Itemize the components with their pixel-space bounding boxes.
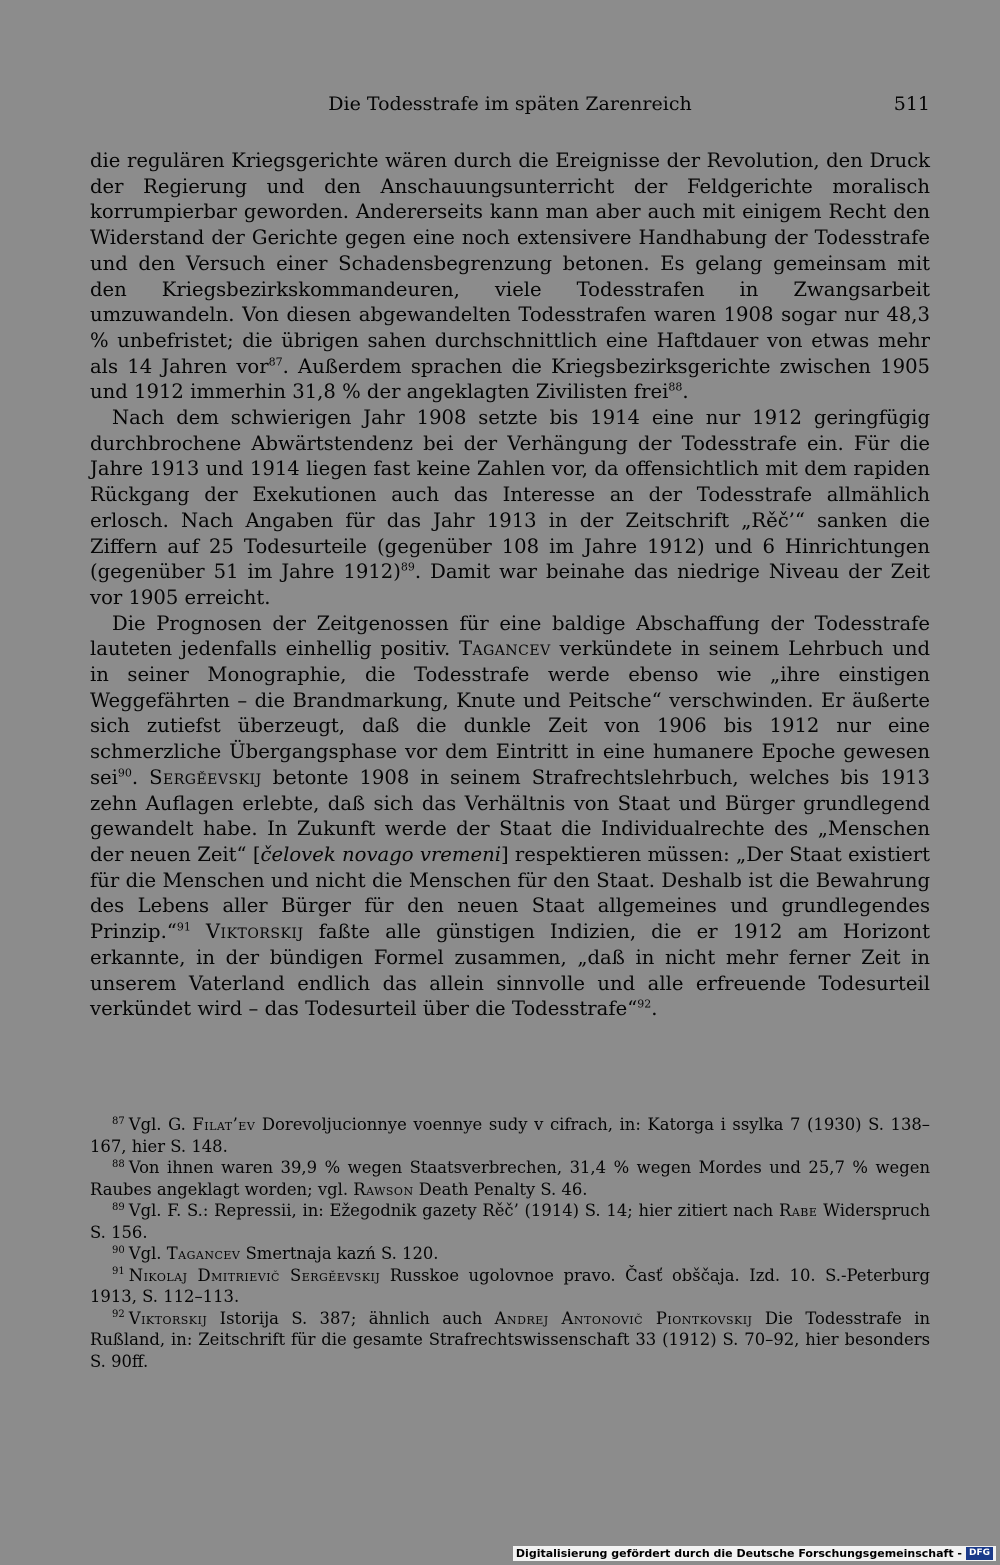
footnote <box>90 1243 930 1265</box>
footnote-reference: 90 <box>117 766 132 780</box>
text-run: ] respektieren müssen: „Der Staat existiert für die Menschen und nicht die Menschen für den Staat. Deshalb ist die Bewahrung des Lebens aller Bürger für den neuen Staat allgemeines und grundlegendes Prinzip.“ <box>90 842 931 944</box>
footnote-reference: 89 <box>400 560 415 574</box>
footnote <box>90 1265 930 1308</box>
text-run: . Damit war beinahe das niedrige Niveau der Zeit vor 1905 erreicht. <box>90 560 930 609</box>
author-name: Filat’ev <box>192 1115 256 1134</box>
text-run: Smertnaja kazń S. 120. <box>240 1244 439 1263</box>
funding-notice <box>513 1546 996 1561</box>
author-name: Rabe <box>778 1201 818 1220</box>
footnote <box>90 1200 930 1243</box>
text-run: . <box>682 380 689 404</box>
footnote-number: 88 <box>112 1158 125 1170</box>
text-run: . <box>131 765 150 789</box>
text-run: . Außerdem sprachen die Kriegsbezirksgerichte zwischen 1905 und 1912 immerhin 31,8 % der angeklagten Zivilisten frei <box>90 354 930 404</box>
dfg-logo: DFG <box>966 1547 993 1560</box>
author-name: Sergěevskij <box>149 765 262 789</box>
footnote-reference: 87 <box>268 355 283 369</box>
paragraph <box>90 148 930 405</box>
text-run: Vgl. G. <box>128 1115 193 1134</box>
footnote <box>90 1157 930 1200</box>
footnote-number: 92 <box>112 1309 125 1321</box>
text-run: Nach dem schwierigen Jahr 1908 setzte bis 1914 eine nur 1912 geringfügig durchbrochene Abwärtstendenz bei der Verhängung der Todesstrafe ein. Für die Jahre 1913 und 1914 liegen fast keine Zahlen vor, da offensichtlich mit dem rapiden Rückgang der Exekutionen auch das Interesse an der Todesstrafe allmählich erlosch. Nach Angaben für das Jahr 1913 in der Zeitschrift „Rěč’“ sanken die Ziffern auf 25 Todesurteile (gegenüber 108 im Jahre 1912) und 6 Hinrichtungen (gegenüber 51 im Jahre 1912) <box>90 406 930 584</box>
footnotes <box>90 1114 930 1372</box>
text-run: faßte alle günstigen Indizien, die er 1912 am Horizont erkannte, in der bündigen Formel zusammen, „daß in nicht mehr ferner Zeit in unserem Vaterland endlich das allein sinnvolle und alle erfreuende Todesurteil verkündet wird – das Todesurteil über die Todesstrafe“ <box>90 920 930 1021</box>
running-title: Die Todesstrafe im späten Zarenreich <box>328 93 692 115</box>
footnote-reference: 88 <box>668 380 683 394</box>
text-run: Istorija S. 387; ähnlich auch <box>207 1308 495 1328</box>
author-name: Andrej Antonovič Piontkovskij <box>494 1308 753 1328</box>
author-name: Viktorskij <box>205 920 304 944</box>
footnote-number: 90 <box>112 1244 125 1256</box>
footnote-number: 87 <box>112 1115 125 1127</box>
main-text <box>90 148 930 1022</box>
author-name: Viktorskij <box>128 1308 208 1328</box>
footnote-reference: 91 <box>176 920 191 934</box>
text-run: Von ihnen waren 39,9 % wegen Staatsverbrechen, 31,4 % wegen Mordes und 25,7 % wegen Raubes angeklagt worden; vgl. <box>90 1158 930 1199</box>
footnote <box>90 1308 930 1373</box>
author-name: Tagancev <box>458 637 551 661</box>
text-run: Die Todesstrafe in Rußland, in: Zeitschrift für die gesamte Strafrechtswissenschaft 33 (1912) S. 70–92, hier besonders S. 90ff. <box>90 1308 930 1371</box>
running-header <box>90 93 930 121</box>
author-name: Rawson <box>353 1179 414 1199</box>
text-run: Die Prognosen der Zeitgenossen für eine baldige Abschaffung der Todesstrafe lauteten jedenfalls einhellig positiv. <box>90 611 930 661</box>
text-run: betonte 1908 in seinem Strafrechtslehrbuch, welches bis 1913 zehn Auflagen erlebte, daß sich das Verhältnis von Staat und Bürger grundlegend gewandelt habe. In Zukunft werde der Staat die Individualrechte des „Menschen der neuen Zeit“ [ <box>90 765 930 866</box>
text-run: Dorevoljucionnye voennye sudy v cifrach, in: Katorga i ssylka 7 (1930) S. 138–167, hier S. 148. <box>90 1115 931 1156</box>
italic-term: čelovek novago vremeni <box>260 842 501 866</box>
footnote-reference: 92 <box>637 997 652 1011</box>
footnote-number: 91 <box>112 1266 125 1278</box>
text-run: . <box>651 997 658 1021</box>
footnote <box>90 1114 930 1157</box>
text-run: Russkoe ugolovnoe pravo. Časť obščaja. Izd. 10. S.-Peterburg 1913, S. 112–113. <box>90 1265 930 1306</box>
text-run: Death Penalty S. 46. <box>413 1179 588 1199</box>
author-name: Tagancev <box>166 1244 241 1263</box>
text-run: Widerspruch S. 156. <box>90 1201 930 1242</box>
text-run: Vgl. F. S.: Repressii, in: Ežegodnik gazety Rěč’ (1914) S. 14; hier zitiert nach <box>128 1201 779 1220</box>
paragraph <box>90 405 930 611</box>
text-run <box>191 920 206 943</box>
text-run: verkündete in seinem Lehrbuch und in seiner Monographie, die Todesstrafe werde ebenso wie „ihre einstigen Weggefährten – die Brandmarkung, Knute und Peitsche“ verschwinden. Er äußerte sich zutiefst überzeugt, daß die dunkle Zeit von 1906 bis 1912 nur eine schmerzliche Übergangsphase vor dem Eintritt in eine humanere Epoche gewesen sei <box>90 637 930 789</box>
footnote-number: 89 <box>112 1201 125 1213</box>
paragraph <box>90 611 930 1022</box>
author-name: Nikolaj Dmitrievič Sergěevskij <box>128 1265 381 1285</box>
funding-notice-text: Digitalisierung gefördert durch die Deutsche Forschungsgemeinschaft - <box>515 1547 962 1560</box>
text-run: Vgl. <box>128 1244 167 1263</box>
page-number: 511 <box>893 93 930 115</box>
text-run: die regulären Kriegsgerichte wären durch die Ereignisse der Revolution, den Druck der Regierung und den Anschauungsunterricht der Feldgerichte moralisch korrumpierbar geworden. Andererseits kann man aber auch mit einigem Recht den Widerstand der Gerichte gegen eine noch extensivere Handhabung der Todesstrafe und den Versuch einer Schadensbegrenzung betonen. Es gelang gemeinsam mit den Kriegsbezirkskommandeuren, viele Todesstrafen in Zwangsarbeit umzuwandeln. Von diesen abgewandelten Todesstrafen waren 1908 sogar nur 48,3 % unbefristet; die übrigen sahen durchschnittlich eine Haftdauer von etwas mehr als 14 Jahren vor <box>90 149 930 378</box>
